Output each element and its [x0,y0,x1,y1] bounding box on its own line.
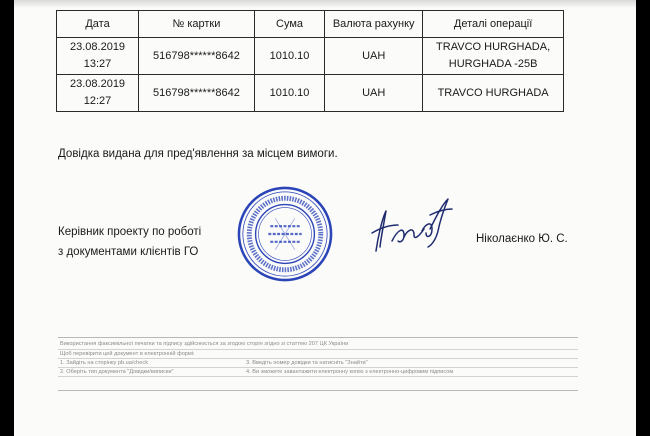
header-account-currency: Валюта рахунку [325,11,423,38]
details-line-1: TRAVCO HURGHADA, [436,41,551,53]
footer-step-1: 1. Зайдіть на сторінку pb.ua/check [60,360,149,366]
signer-title-line-1: Керівник проекту по роботі [58,226,202,238]
transactions-table [56,10,564,112]
header-amount: Сума [254,11,324,38]
header-date: Дата [57,11,139,38]
table-row [57,38,564,75]
footer-step-2: 2. Оберіть тип документа "Довідки/виписки" [60,369,174,375]
previous-page-edge [14,0,636,8]
header-card-number: № картки [139,11,255,38]
footer-verify-intro: Щоб перевірити цей документ в електронній формі: [60,351,195,357]
cell-details: TRAVCO HURGHADA [423,75,564,112]
cell-date [57,75,139,112]
cell-date [57,38,139,75]
table-header-row [57,11,564,38]
cell-details [423,38,564,75]
header-operation-details: Деталі операції [423,11,564,38]
cell-card: 516798******8642 [139,38,255,75]
cell-card: 516798******8642 [139,75,255,112]
verification-footer [58,337,578,391]
cell-currency: UAH [325,75,423,112]
signer-title [58,222,201,262]
time-value: 12:27 [83,95,112,107]
footer-step-3: 3. Введіть номер довідки та натисніть "Знайти" [246,360,368,366]
signer-title-line-2: з документами клієнтів ГО [58,246,199,258]
date-value: 23.08.2019 [70,78,126,90]
signer-name: Ніколаєнко Ю. С. [476,233,568,245]
cell-amount: 1010.10 [254,75,324,112]
official-stamp [236,185,334,283]
table-row [57,75,564,112]
footer-legal-line: Використання факсимільної печатки та підпису здійснюється за згодою сторін згідно зі статтею 207 ЦК України [60,341,349,347]
footer-step-4: 4. Ви зможете завантажити електронну копію з електронно-цифровим підписом [246,369,454,375]
certificate-notice: Довідка видана для пред'явлення за місцем вимоги. [58,148,338,160]
details-line-2: HURGHADA -25B [448,58,538,70]
handwritten-signature [368,195,454,257]
cell-amount: 1010.10 [254,38,324,75]
date-value: 23.08.2019 [70,41,126,53]
time-value: 13:27 [83,58,112,70]
cell-currency: UAH [325,38,423,75]
